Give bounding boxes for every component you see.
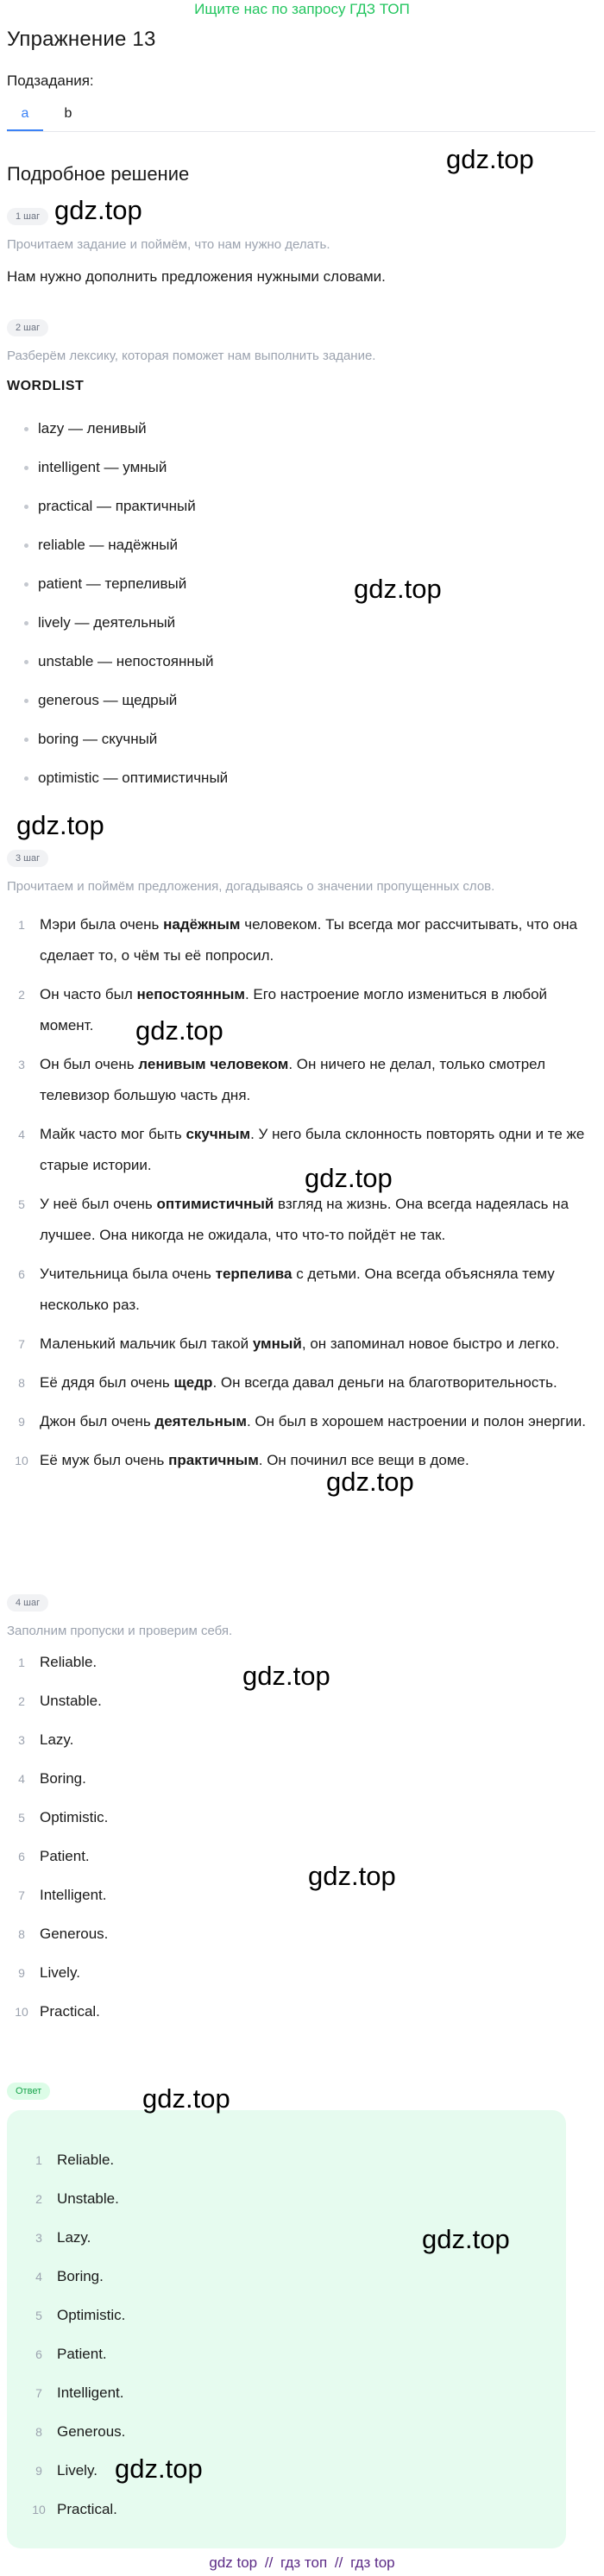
list-item-text: Boring.: [40, 1770, 86, 1787]
list-item-text: Lazy.: [40, 1731, 74, 1748]
list-item-text: Reliable.: [57, 2152, 115, 2168]
watermark: gdz.top: [446, 144, 534, 174]
step-hint: Прочитаем и поймём предложения, догадываясь о значении пропущенных слов.: [7, 879, 495, 894]
list-item: [24, 2268, 549, 2307]
wordlist-item: practical — практичный: [19, 498, 594, 537]
list-item: [24, 2346, 549, 2384]
watermark: gdz.top: [142, 2083, 230, 2114]
item-number: 5: [18, 1811, 25, 1825]
watermark: gdz.top: [16, 810, 104, 840]
list-item: [24, 2384, 549, 2423]
sentence-item: [7, 1049, 594, 1111]
sentence-part: . У него была склонность повторять одни и те же старые истории.: [40, 1126, 585, 1173]
sentence-part: Её дядя был очень: [40, 1374, 174, 1391]
step-badge: 4 шаг: [7, 1594, 48, 1612]
sentence-text: [33, 979, 594, 1041]
item-number: 2: [18, 1694, 25, 1708]
item-number: 10: [15, 1454, 28, 1467]
wordlist-title: WORDLIST: [7, 379, 85, 393]
sentence-text: [33, 1259, 594, 1321]
item-number: 1: [18, 1656, 25, 1669]
sentence-item: [7, 979, 594, 1041]
list-item: [24, 2462, 549, 2501]
step-hint: Заполним пропуски и проверим себя.: [7, 1624, 233, 1638]
wordlist-item: unstable — непостоянный: [19, 653, 594, 692]
watermark: gdz.top: [115, 2453, 203, 2484]
list-item: [24, 2423, 549, 2462]
item-number: 2: [35, 2192, 42, 2206]
subtask-tabs: [7, 104, 595, 132]
answer-badge: Ответ: [7, 2083, 50, 2100]
sentence-part: Учительница была очень: [40, 1266, 216, 1282]
list-item-text: Unstable.: [57, 2190, 119, 2207]
list-item-text: Generous.: [57, 2423, 126, 2440]
item-number: 3: [35, 2231, 42, 2245]
answer-section: [7, 2083, 594, 2548]
step-badge: 1 шаг: [7, 208, 48, 225]
answer-word: скучным: [186, 1126, 251, 1142]
item-number: 5: [18, 1197, 25, 1211]
list-item-text: Intelligent.: [40, 1887, 107, 1903]
list-item-text: Lively.: [57, 2462, 98, 2479]
item-number: 8: [35, 2425, 42, 2439]
footer-separator: //: [334, 2554, 343, 2571]
sentence-part: . Он починил все вещи в доме.: [258, 1452, 469, 1468]
answer-word: деятельным: [154, 1413, 247, 1429]
step-hint: Разберём лексику, которая поможет нам выполнить задание.: [7, 349, 376, 363]
item-number: 9: [35, 2464, 42, 2478]
item-number: 1: [18, 918, 25, 932]
watermark: gdz.top: [422, 2224, 510, 2254]
list-item: [7, 2003, 594, 2042]
wordlist-item: lazy — ленивый: [19, 420, 594, 459]
page-title: Упражнение 13: [7, 28, 156, 51]
list-item-text: Boring.: [57, 2268, 104, 2284]
sentence-text: [33, 1189, 594, 1251]
sentence-part: . Он всегда давал деньги на благотворительность.: [212, 1374, 557, 1391]
answer-word: практичным: [168, 1452, 259, 1468]
answer-list: [24, 2152, 549, 2540]
list-item-text: Unstable.: [40, 1693, 102, 1709]
step-3: [7, 850, 594, 1484]
item-number: 2: [18, 988, 25, 1002]
sentence-text: [33, 909, 594, 971]
item-number: 7: [35, 2386, 42, 2400]
sentence-part: Он был очень: [40, 1056, 139, 1072]
sentence-text: [33, 1329, 594, 1360]
answer-box: [7, 2110, 566, 2548]
list-item-text: Generous.: [40, 1926, 109, 1942]
item-number: 7: [18, 1337, 25, 1351]
answer-word: терпелива: [215, 1266, 293, 1282]
list-item-text: Practical.: [40, 2003, 100, 2020]
watermark: gdz.top: [308, 1861, 396, 1891]
item-number: 1: [35, 2153, 42, 2167]
footer-link[interactable]: gdz top: [209, 2554, 258, 2571]
list-item-text: Practical.: [57, 2501, 117, 2517]
sentence-item: [7, 1259, 594, 1321]
item-number: 10: [32, 2503, 46, 2516]
sentence-part: с детьми. Она всегда объясняла тему несколько раз.: [40, 1266, 555, 1313]
list-item-text: Optimistic.: [40, 1809, 109, 1825]
answer-word: оптимистичный: [156, 1196, 274, 1212]
sentence-text: [33, 1406, 594, 1437]
list-item: [7, 1964, 594, 2003]
list-item-text: Patient.: [57, 2346, 107, 2362]
sentence-part: Её муж был очень: [40, 1452, 169, 1468]
sentence-part: человеком. Ты всегда мог рассчитывать, что она сделает то, о чём ты её попросил.: [40, 916, 578, 964]
footer-separator: //: [264, 2554, 274, 2571]
fill-list: [7, 1654, 594, 2042]
list-item: [7, 1693, 594, 1731]
sentence-item: [7, 1189, 594, 1251]
list-item: [24, 2307, 549, 2346]
watermark: gdz.top: [54, 195, 142, 225]
sentence-list: [7, 909, 594, 1476]
sentence-text: [33, 1049, 594, 1111]
answer-word: непостоянным: [136, 986, 245, 1002]
list-item-text: Reliable.: [40, 1654, 98, 1670]
sentence-item: [7, 1329, 594, 1360]
sentence-part: Мэри была очень: [40, 916, 164, 933]
item-number: 8: [18, 1376, 25, 1390]
sentence-part: , он запоминал новое быстро и легко.: [301, 1335, 560, 1352]
footer: [0, 2551, 604, 2576]
wordlist-item: patient — терпеливый: [19, 575, 594, 614]
list-item: [24, 2152, 549, 2190]
promo-banner: Ищите нас по запросу ГДЗ ТОП: [194, 1, 410, 17]
sentence-part: взгляд на жизнь. Она всегда надеялась на лучшее. Она никогда не ожидала, что что-то пойдёт не так.: [40, 1196, 569, 1243]
footer-link[interactable]: гдз топ: [280, 2554, 328, 2571]
sentence-item: [7, 1119, 594, 1181]
wordlist-item: lively — деятельный: [19, 614, 594, 653]
answer-word: ленивым человеком: [138, 1056, 289, 1072]
step-hint: Прочитаем задание и поймём, что нам нужно делать.: [7, 237, 330, 252]
list-item: [24, 2501, 549, 2540]
answer-word: надёжным: [163, 916, 241, 933]
wordlist-item: intelligent — умный: [19, 459, 594, 498]
sentence-part: . Он был в хорошем настроении и полон энергии.: [246, 1413, 586, 1429]
item-number: 10: [15, 2005, 28, 2019]
item-number: 3: [18, 1733, 25, 1747]
solution-title: Подробное решение: [7, 163, 190, 185]
tab-b[interactable]: b: [64, 106, 72, 121]
list-item-text: Patient.: [40, 1848, 90, 1864]
list-item-text: Lively.: [40, 1964, 80, 1981]
sentence-item: [7, 1406, 594, 1437]
wordlist-item: boring — скучный: [19, 731, 594, 770]
list-item-text: Optimistic.: [57, 2307, 126, 2323]
watermark: gdz.top: [326, 1467, 414, 1497]
item-number: 5: [35, 2309, 42, 2322]
item-number: 9: [18, 1415, 25, 1429]
item-number: 4: [18, 1772, 25, 1786]
answer-word: умный: [252, 1335, 302, 1352]
step-badge: 3 шаг: [7, 850, 48, 867]
watermark: gdz.top: [135, 1015, 223, 1046]
sentence-text: [33, 1367, 594, 1398]
item-number: 6: [35, 2347, 42, 2361]
item-number: 7: [18, 1888, 25, 1902]
answer-word: щедр: [173, 1374, 213, 1391]
list-item: [7, 1926, 594, 1964]
sentence-part: Майк часто мог быть: [40, 1126, 186, 1142]
item-number: 4: [18, 1128, 25, 1141]
wordlist-item: reliable — надёжный: [19, 537, 594, 575]
sentence-item: [7, 1445, 594, 1476]
tab-a[interactable]: a: [7, 104, 43, 131]
sentence-part: Он часто был: [40, 986, 137, 1002]
list-item-text: Intelligent.: [57, 2384, 124, 2401]
item-number: 4: [35, 2270, 42, 2284]
item-number: 8: [18, 1927, 25, 1941]
list-item: [7, 1731, 594, 1770]
sentence-part: Джон был очень: [40, 1413, 155, 1429]
item-number: 6: [18, 1267, 25, 1281]
sentence-text: [33, 1445, 594, 1476]
watermark: gdz.top: [305, 1163, 393, 1193]
step-text: Нам нужно дополнить предложения нужными словами.: [7, 268, 386, 285]
watermark: gdz.top: [242, 1661, 330, 1691]
list-item: [7, 1887, 594, 1926]
item-number: 6: [18, 1850, 25, 1863]
subtasks-label: Подзадания:: [7, 72, 94, 89]
sentence-item: [7, 1367, 594, 1398]
wordlist-item: optimistic — оптимистичный: [19, 770, 594, 808]
sentence-part: Маленький мальчик был такой: [40, 1335, 253, 1352]
footer-link[interactable]: гдз top: [350, 2554, 395, 2571]
list-item: [7, 1848, 594, 1887]
sentence-part: . Он ничего не делал, только смотрел телевизор большую часть дня.: [40, 1056, 545, 1103]
sentence-part: У неё был очень: [40, 1196, 157, 1212]
list-item: [7, 1809, 594, 1848]
step-badge: 2 шаг: [7, 319, 48, 336]
step-2: [7, 319, 594, 808]
sentence-part: . Его настроение могло измениться в любой момент.: [40, 986, 548, 1034]
list-item: [7, 1770, 594, 1809]
sentence-item: [7, 909, 594, 971]
item-number: 3: [18, 1058, 25, 1071]
item-number: 9: [18, 1966, 25, 1980]
watermark: gdz.top: [354, 574, 442, 604]
wordlist-item: generous — щедрый: [19, 692, 594, 731]
wordlist: [7, 420, 594, 808]
list-item-text: Lazy.: [57, 2229, 91, 2246]
